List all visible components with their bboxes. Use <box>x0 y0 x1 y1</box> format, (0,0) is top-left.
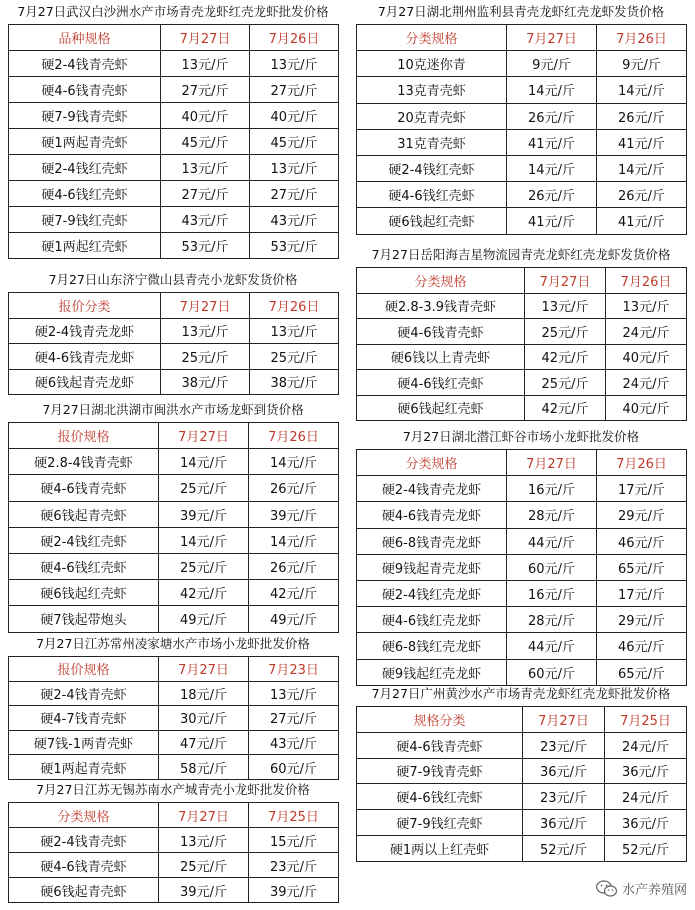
spec-cell: 硬4-6钱青壳虾 <box>357 319 525 345</box>
price-cell: 52元/斤 <box>605 835 687 861</box>
column-header: 7月27日 <box>159 803 249 828</box>
price-cell: 26元/斤 <box>597 103 687 129</box>
price-cell: 58元/斤 <box>159 755 249 780</box>
table-row <box>357 810 687 836</box>
table-header-row <box>357 25 687 51</box>
price-cell: 27元/斤 <box>250 77 339 103</box>
spec-cell: 硬7钱起带炮头 <box>9 606 159 632</box>
price-cell: 23元/斤 <box>249 853 339 878</box>
table-title: 7月27日武汉白沙洲水产市场青壳龙虾红壳龙虾批发价格 <box>17 4 329 19</box>
price-table <box>356 24 687 235</box>
table-row <box>357 51 687 77</box>
price-cell: 45元/斤 <box>250 129 339 155</box>
table-row <box>9 318 339 344</box>
spec-cell: 硬4-6钱红壳虾 <box>357 784 523 810</box>
price-cell: 23元/斤 <box>523 732 605 758</box>
price-cell: 13元/斤 <box>606 293 687 319</box>
price-cell: 26元/斤 <box>249 553 339 579</box>
table-row <box>357 370 687 396</box>
price-cell: 26元/斤 <box>249 475 339 501</box>
price-cell: 29元/斤 <box>597 607 687 633</box>
table-header-row <box>357 268 687 294</box>
spec-cell: 硬4-6钱青壳龙虾 <box>9 344 161 370</box>
price-cell: 27元/斤 <box>161 77 250 103</box>
spec-cell: 31克青壳虾 <box>357 129 507 155</box>
spec-cell: 硬4-6钱青壳虾 <box>9 853 159 878</box>
price-cell: 17元/斤 <box>597 580 687 606</box>
column-header: 品种规格 <box>9 25 161 51</box>
spec-cell: 硬2-4钱青壳虾 <box>9 828 159 853</box>
price-cell: 41元/斤 <box>597 208 687 234</box>
price-cell: 27元/斤 <box>161 181 250 207</box>
table-row <box>9 527 339 553</box>
spec-cell: 硬6钱起红壳虾 <box>357 208 507 234</box>
table-row <box>9 344 339 370</box>
column-header: 7月27日 <box>161 25 250 51</box>
price-cell: 39元/斤 <box>249 501 339 527</box>
price-cell: 14元/斤 <box>249 449 339 475</box>
column-header: 7月27日 <box>159 423 249 449</box>
table-row <box>9 181 339 207</box>
table-row <box>357 208 687 234</box>
column-header: 分类规格 <box>357 450 507 476</box>
price-cell: 25元/斤 <box>525 370 606 396</box>
price-cell: 43元/斤 <box>161 207 250 233</box>
spec-cell: 20克青壳虾 <box>357 103 507 129</box>
price-cell: 24元/斤 <box>605 732 687 758</box>
price-cell: 13元/斤 <box>250 155 339 181</box>
price-cell: 40元/斤 <box>161 103 250 129</box>
price-cell: 44元/斤 <box>507 633 597 659</box>
spec-cell: 硬2.8-4钱青壳虾 <box>9 449 159 475</box>
price-table <box>8 292 339 395</box>
column-header: 7月27日 <box>161 293 250 319</box>
price-cell: 27元/斤 <box>250 181 339 207</box>
table-title: 7月27日江苏常州凌家塘水产市场小龙虾批发价格 <box>36 636 310 651</box>
table-row <box>357 103 687 129</box>
table-row <box>9 853 339 878</box>
table-header-row <box>9 423 339 449</box>
price-table-jianli <box>356 0 686 238</box>
table-title: 7月27日山东济宁微山县青壳小龙虾发货价格 <box>48 272 298 287</box>
price-cell: 28元/斤 <box>507 607 597 633</box>
table-header-row <box>9 803 339 828</box>
table-header-row <box>9 293 339 319</box>
table-title: 7月27日广州黄沙水产市场青壳龙虾红壳龙虾批发价格 <box>371 686 671 701</box>
price-table <box>8 656 339 780</box>
price-cell: 36元/斤 <box>605 758 687 784</box>
spec-cell: 硬2-4钱青壳龙虾 <box>9 318 161 344</box>
price-table <box>8 802 339 903</box>
price-cell: 30元/斤 <box>159 706 249 731</box>
spec-cell: 硬2-4钱青壳虾 <box>9 681 159 706</box>
price-cell: 38元/斤 <box>250 369 339 395</box>
price-cell: 38元/斤 <box>161 369 250 395</box>
table-row <box>357 502 687 528</box>
price-cell: 41元/斤 <box>597 129 687 155</box>
table-row <box>357 129 687 155</box>
price-cell: 14元/斤 <box>159 449 249 475</box>
price-cell: 52元/斤 <box>523 835 605 861</box>
column-header: 7月27日 <box>507 25 597 51</box>
column-header: 分类规格 <box>9 803 159 828</box>
price-cell: 40元/斤 <box>250 103 339 129</box>
table-row <box>9 553 339 579</box>
price-cell: 13元/斤 <box>249 681 339 706</box>
price-table <box>356 267 687 421</box>
spec-cell: 硬2-4钱红壳龙虾 <box>357 580 507 606</box>
spec-cell: 硬4-6钱红壳虾 <box>357 182 507 208</box>
watermark <box>596 879 687 898</box>
price-cell: 36元/斤 <box>605 810 687 836</box>
price-cell: 9元/斤 <box>507 51 597 77</box>
price-table <box>8 422 339 633</box>
table-header-row <box>357 450 687 476</box>
table-row <box>357 835 687 861</box>
spec-cell: 硬2-4钱青壳虾 <box>9 51 161 77</box>
price-cell: 15元/斤 <box>249 828 339 853</box>
price-cell: 36元/斤 <box>523 810 605 836</box>
price-table-wuxi <box>8 778 338 904</box>
table-row <box>357 732 687 758</box>
column-header: 报价分类 <box>9 293 161 319</box>
spec-cell: 硬6-8钱青壳龙虾 <box>357 528 507 554</box>
price-cell: 44元/斤 <box>507 528 597 554</box>
table-row <box>9 681 339 706</box>
price-table-wuhan <box>8 0 338 266</box>
price-cell: 42元/斤 <box>249 580 339 606</box>
spec-cell: 硬4-6钱青壳虾 <box>357 732 523 758</box>
column-header: 7月26日 <box>249 423 339 449</box>
spec-cell: 硬2-4钱红壳虾 <box>9 155 161 181</box>
table-row <box>9 129 339 155</box>
price-cell: 49元/斤 <box>159 606 249 632</box>
table-row <box>9 475 339 501</box>
table-row <box>357 293 687 319</box>
price-cell: 24元/斤 <box>606 370 687 396</box>
price-cell: 39元/斤 <box>159 878 249 903</box>
price-cell: 49元/斤 <box>249 606 339 632</box>
price-cell: 39元/斤 <box>159 501 249 527</box>
price-cell: 41元/斤 <box>507 208 597 234</box>
price-cell: 27元/斤 <box>249 706 339 731</box>
table-title: 7月27日江苏无锡苏南水产城青壳小龙虾批发价格 <box>36 782 310 797</box>
price-cell: 46元/斤 <box>597 633 687 659</box>
wechat-icon <box>596 880 618 898</box>
spec-cell: 硬6钱起青壳龙虾 <box>9 369 161 395</box>
table-row <box>9 51 339 77</box>
price-cell: 42元/斤 <box>159 580 249 606</box>
spec-cell: 硬4-6钱红壳虾 <box>357 370 525 396</box>
price-cell: 65元/斤 <box>597 659 687 685</box>
table-row <box>9 369 339 395</box>
column-header: 报价规格 <box>9 657 159 682</box>
table-row <box>9 103 339 129</box>
price-cell: 43元/斤 <box>249 730 339 755</box>
column-header: 分类规格 <box>357 268 525 294</box>
table-row <box>357 319 687 345</box>
column-header: 7月23日 <box>249 657 339 682</box>
price-cell: 26元/斤 <box>507 103 597 129</box>
price-table-qianjiang <box>356 425 686 681</box>
price-cell: 36元/斤 <box>523 758 605 784</box>
table-title: 7月27日湖北荆州监利县青壳龙虾红壳龙虾发货价格 <box>377 4 665 19</box>
spec-cell: 10克迷你青 <box>357 51 507 77</box>
price-cell: 16元/斤 <box>507 476 597 502</box>
spec-cell: 硬4-6钱青壳虾 <box>9 475 159 501</box>
spec-cell: 硬1两起青壳虾 <box>9 755 159 780</box>
spec-cell: 硬4-6钱红壳虾 <box>9 553 159 579</box>
price-cell: 26元/斤 <box>507 182 597 208</box>
watermark-text: 水产养殖网 <box>621 883 687 898</box>
spec-cell: 硬4-6钱红壳虾 <box>9 181 161 207</box>
column-header: 报价规格 <box>9 423 159 449</box>
table-header-row <box>9 657 339 682</box>
price-cell: 40元/斤 <box>606 344 687 370</box>
table-row <box>9 155 339 181</box>
column-header: 7月26日 <box>597 25 687 51</box>
price-cell: 14元/斤 <box>597 155 687 181</box>
column-header: 7月27日 <box>159 657 249 682</box>
table-row <box>357 528 687 554</box>
price-cell: 25元/斤 <box>159 853 249 878</box>
price-cell: 13元/斤 <box>159 828 249 853</box>
price-cell: 46元/斤 <box>597 528 687 554</box>
price-cell: 24元/斤 <box>606 319 687 345</box>
price-cell: 60元/斤 <box>507 554 597 580</box>
table-row <box>357 77 687 103</box>
table-row <box>357 476 687 502</box>
price-cell: 13元/斤 <box>525 293 606 319</box>
price-cell: 25元/斤 <box>159 553 249 579</box>
table-row <box>9 755 339 780</box>
price-cell: 25元/斤 <box>161 344 250 370</box>
price-cell: 13元/斤 <box>161 155 250 181</box>
table-row <box>357 633 687 659</box>
price-cell: 53元/斤 <box>161 233 250 259</box>
spec-cell: 硬6钱起青壳虾 <box>9 878 159 903</box>
price-cell: 29元/斤 <box>597 502 687 528</box>
price-table-guangzhou <box>356 682 686 860</box>
table-title: 7月27日岳阳海吉星物流园青壳龙虾红壳龙虾发货价格 <box>371 247 671 262</box>
spec-cell: 硬4-7钱青壳虾 <box>9 706 159 731</box>
price-cell: 53元/斤 <box>250 233 339 259</box>
price-table <box>8 24 339 259</box>
spec-cell: 硬1两起青壳虾 <box>9 129 161 155</box>
table-title: 7月27日湖北潜江虾谷市场小龙虾批发价格 <box>402 429 640 444</box>
column-header: 7月27日 <box>507 450 597 476</box>
table-row <box>9 233 339 259</box>
price-cell: 14元/斤 <box>159 527 249 553</box>
table-row <box>357 580 687 606</box>
price-cell: 25元/斤 <box>525 319 606 345</box>
price-cell: 42元/斤 <box>525 344 606 370</box>
spec-cell: 硬7钱-1两青壳虾 <box>9 730 159 755</box>
price-cell: 17元/斤 <box>597 476 687 502</box>
table-row <box>9 207 339 233</box>
spec-cell: 硬1两以上红壳虾 <box>357 835 523 861</box>
spec-cell: 硬2-4钱红壳虾 <box>357 155 507 181</box>
price-table-yueyang <box>356 243 686 421</box>
table-row <box>9 730 339 755</box>
price-cell: 26元/斤 <box>597 182 687 208</box>
price-cell: 16元/斤 <box>507 580 597 606</box>
table-row <box>357 155 687 181</box>
table-row <box>357 784 687 810</box>
column-header: 7月27日 <box>525 268 606 294</box>
table-row <box>9 449 339 475</box>
column-header: 规格分类 <box>357 707 523 733</box>
column-header: 7月26日 <box>250 25 339 51</box>
table-row <box>9 580 339 606</box>
price-cell: 13元/斤 <box>161 318 250 344</box>
table-row <box>9 501 339 527</box>
table-row <box>357 758 687 784</box>
price-cell: 25元/斤 <box>250 344 339 370</box>
column-header: 7月26日 <box>606 268 687 294</box>
price-cell: 39元/斤 <box>249 878 339 903</box>
price-cell: 14元/斤 <box>597 77 687 103</box>
column-header: 7月26日 <box>597 450 687 476</box>
spec-cell: 硬6钱起红壳虾 <box>357 395 525 421</box>
spec-cell: 硬9钱起青壳龙虾 <box>357 554 507 580</box>
spec-cell: 硬1两起红壳虾 <box>9 233 161 259</box>
price-cell: 23元/斤 <box>523 784 605 810</box>
price-cell: 13元/斤 <box>250 318 339 344</box>
price-table-jining <box>8 268 338 394</box>
price-cell: 43元/斤 <box>250 207 339 233</box>
column-header: 分类规格 <box>357 25 507 51</box>
column-header: 7月26日 <box>250 293 339 319</box>
price-cell: 45元/斤 <box>161 129 250 155</box>
table-title: 7月27日湖北洪湖市闽洪水产市场龙虾到货价格 <box>42 402 304 417</box>
spec-cell: 硬7-9钱青壳虾 <box>357 758 523 784</box>
price-cell: 14元/斤 <box>249 527 339 553</box>
spec-cell: 硬2-4钱红壳虾 <box>9 527 159 553</box>
table-row <box>9 878 339 903</box>
column-header: 7月27日 <box>523 707 605 733</box>
price-cell: 65元/斤 <box>597 554 687 580</box>
price-cell: 47元/斤 <box>159 730 249 755</box>
price-cell: 24元/斤 <box>605 784 687 810</box>
column-header: 7月25日 <box>249 803 339 828</box>
price-cell: 13元/斤 <box>250 51 339 77</box>
table-header-row <box>357 707 687 733</box>
table-row <box>9 77 339 103</box>
price-cell: 60元/斤 <box>249 755 339 780</box>
price-cell: 41元/斤 <box>507 129 597 155</box>
price-cell: 18元/斤 <box>159 681 249 706</box>
spec-cell: 硬9钱起红壳龙虾 <box>357 659 507 685</box>
spec-cell: 硬6-8钱红壳龙虾 <box>357 633 507 659</box>
price-cell: 25元/斤 <box>159 475 249 501</box>
table-row <box>9 606 339 632</box>
price-cell: 14元/斤 <box>507 77 597 103</box>
spec-cell: 硬2-4钱青壳龙虾 <box>357 476 507 502</box>
spec-cell: 硬2.8-3.9钱青壳虾 <box>357 293 525 319</box>
price-cell: 42元/斤 <box>525 395 606 421</box>
price-table-honghu <box>8 398 338 632</box>
spec-cell: 硬6钱起红壳虾 <box>9 580 159 606</box>
price-cell: 14元/斤 <box>507 155 597 181</box>
price-cell: 9元/斤 <box>597 51 687 77</box>
table-row <box>9 706 339 731</box>
spec-cell: 硬6钱起青壳虾 <box>9 501 159 527</box>
spec-cell: 硬6钱以上青壳虾 <box>357 344 525 370</box>
spec-cell: 硬4-6钱青壳虾 <box>9 77 161 103</box>
spec-cell: 硬7-9钱青壳虾 <box>9 103 161 129</box>
price-cell: 60元/斤 <box>507 659 597 685</box>
table-row <box>357 395 687 421</box>
price-table <box>356 449 687 686</box>
table-row <box>357 554 687 580</box>
price-cell: 40元/斤 <box>606 395 687 421</box>
spec-cell: 硬7-9钱红壳虾 <box>9 207 161 233</box>
spec-cell: 硬4-6钱红壳龙虾 <box>357 607 507 633</box>
spec-cell: 硬4-6钱青壳龙虾 <box>357 502 507 528</box>
table-row <box>9 828 339 853</box>
price-cell: 13元/斤 <box>161 51 250 77</box>
column-header: 7月25日 <box>605 707 687 733</box>
table-row <box>357 182 687 208</box>
price-table-changzhou <box>8 632 338 778</box>
price-table <box>356 706 687 862</box>
table-header-row <box>9 25 339 51</box>
table-row <box>357 607 687 633</box>
spec-cell: 硬7-9钱红壳虾 <box>357 810 523 836</box>
spec-cell: 13克青壳虾 <box>357 77 507 103</box>
price-cell: 28元/斤 <box>507 502 597 528</box>
table-row <box>357 344 687 370</box>
